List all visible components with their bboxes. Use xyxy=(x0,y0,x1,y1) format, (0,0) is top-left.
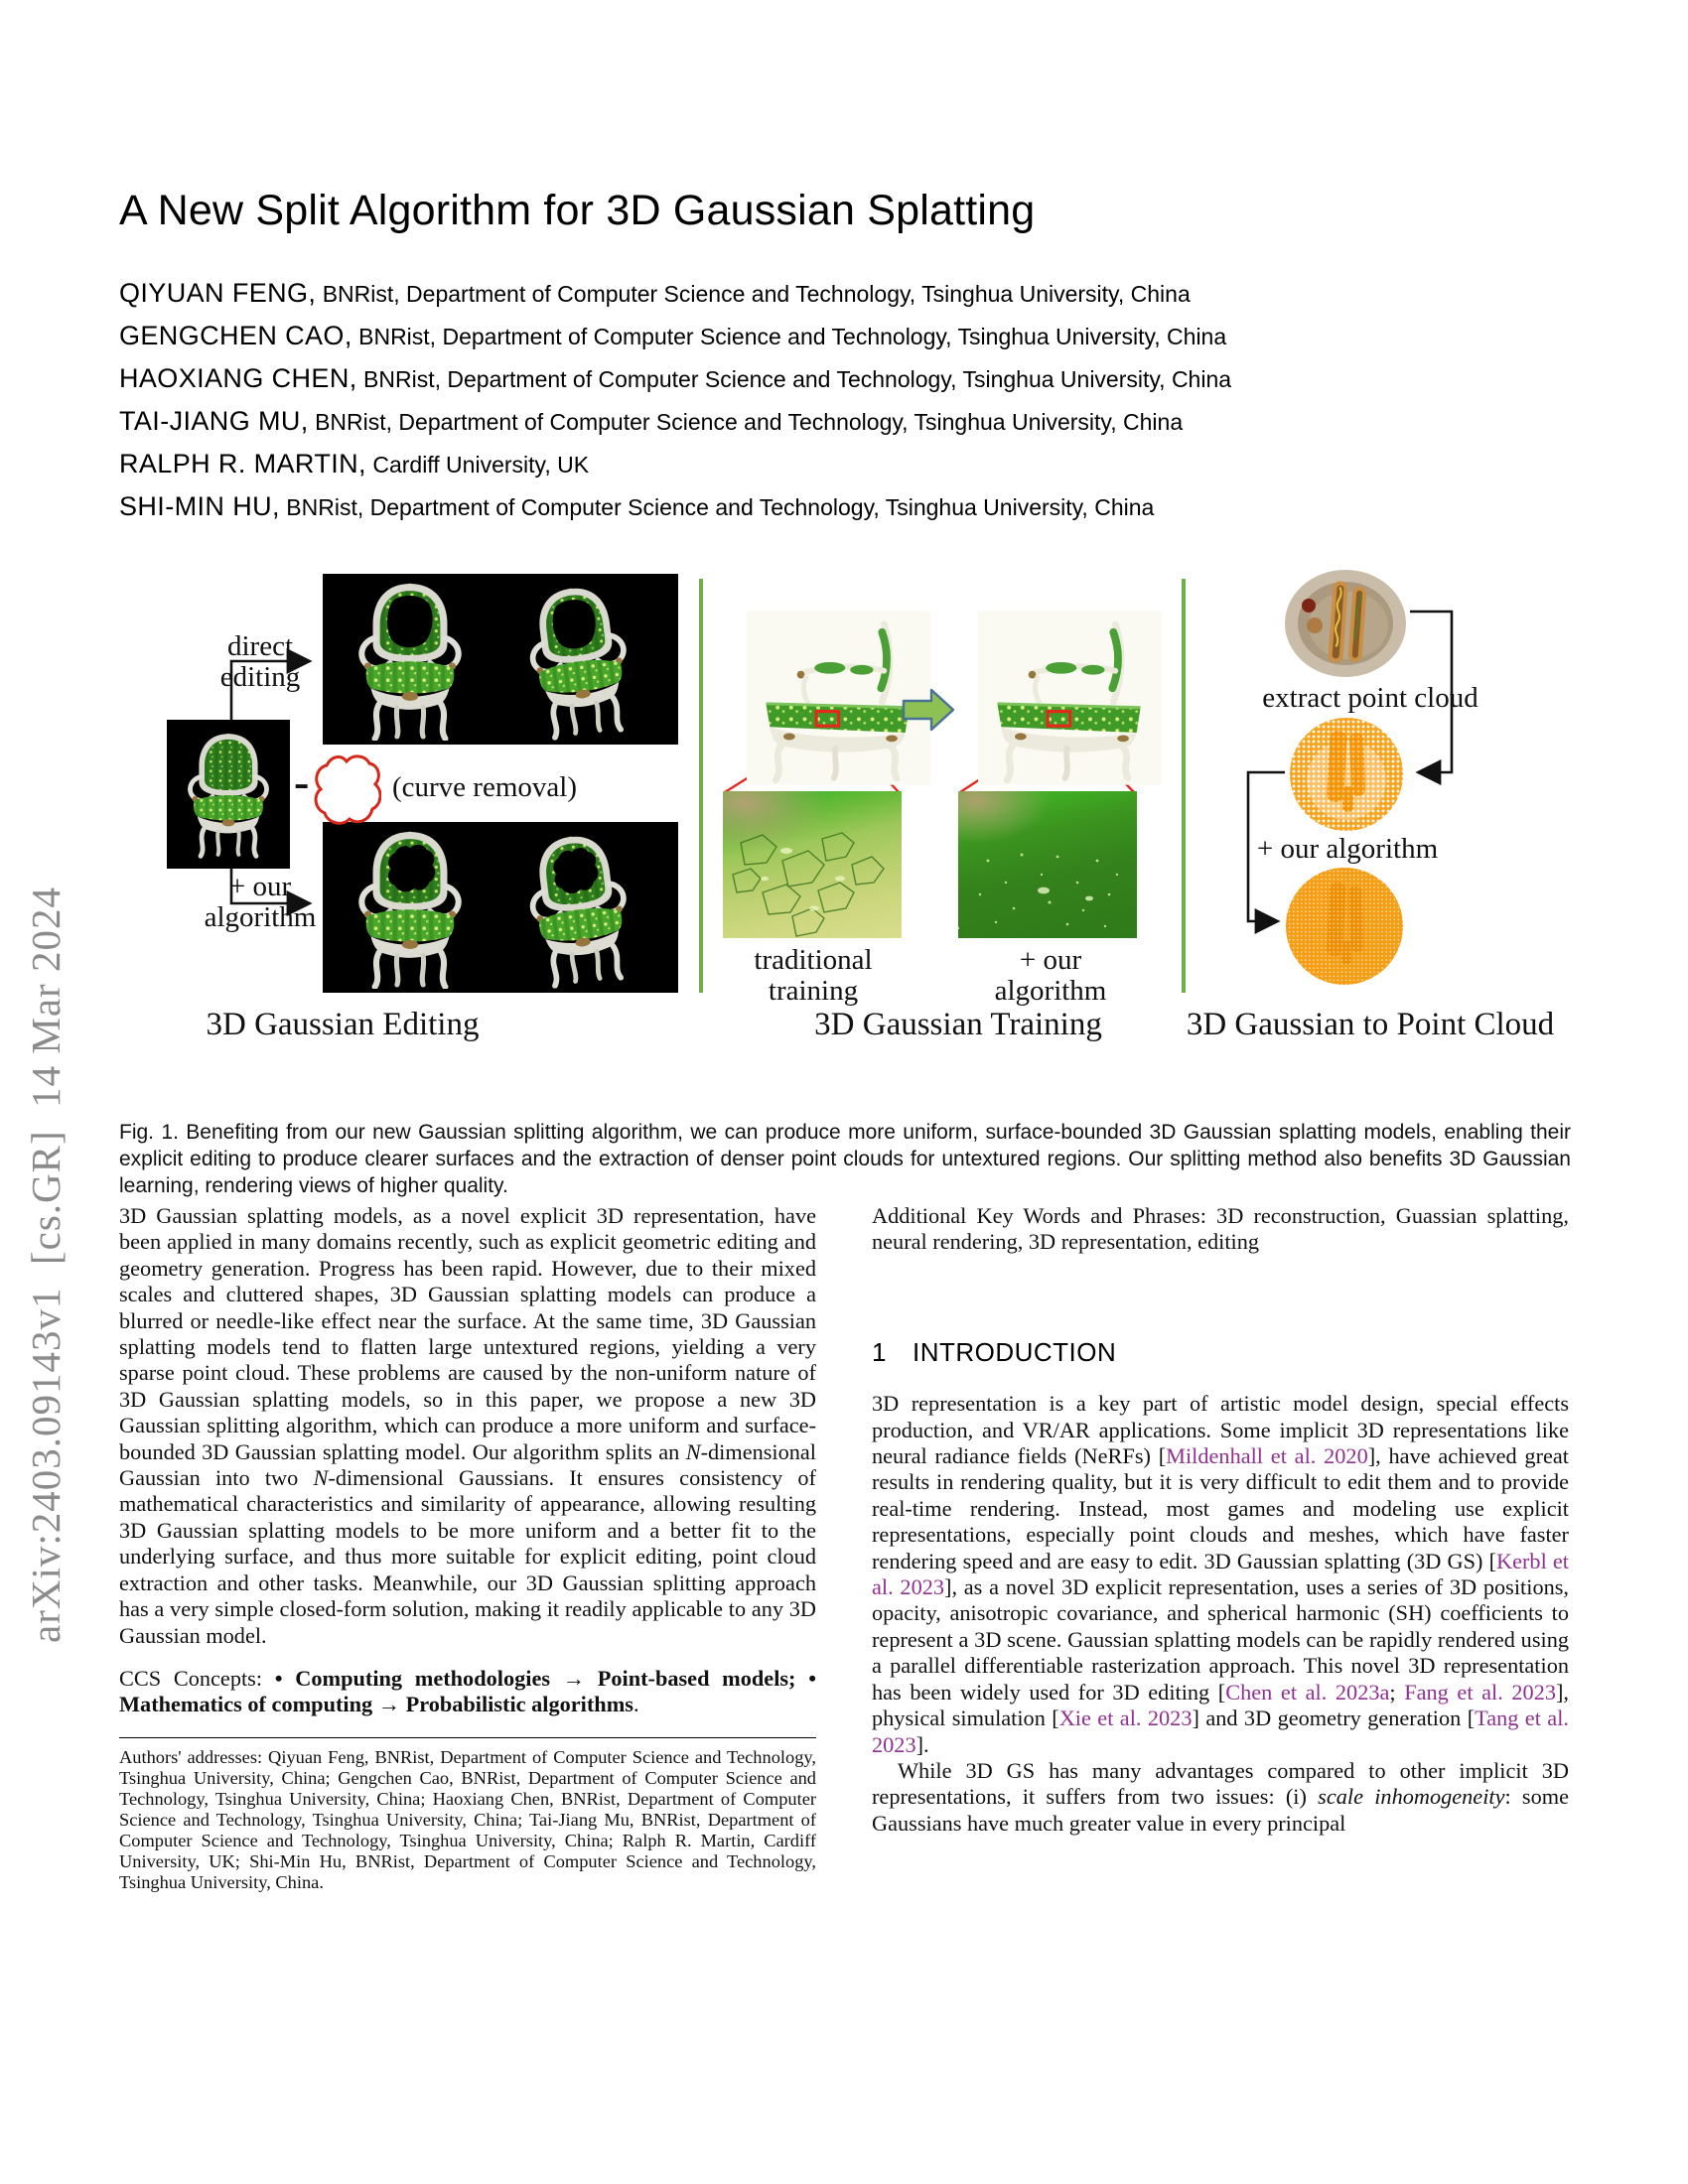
curve-removal-note: (curve removal) xyxy=(392,771,577,803)
chair-side-ours xyxy=(978,610,1162,786)
needle-artifacts-texture xyxy=(723,791,902,938)
minus-operator: - xyxy=(294,756,310,807)
text-segment: While 3D GS has many advantages compared to other implicit 3D representations, it suffers from two issues: (i) xyxy=(872,1757,1569,1810)
author-name: TAI-JIANG MU, xyxy=(119,406,309,436)
author-name: QIYUAN FENG, xyxy=(119,278,317,308)
edited-chairs-panel-direct xyxy=(323,574,678,745)
text-segment: -dimensional Gaussian into two xyxy=(119,1438,816,1491)
text-segment: ], physical simulation [ xyxy=(872,1679,1569,1731)
text-segment: -dimensional Gaussians. It ensures consistency of mathematical characteristics and similarity of appearance, allowing resulting 3D Gaussian splatting models to be more uniform and a better fit to the underlying surface, and thus more suitable for explicit editing, point cloud extraction and other tasks. Meanwhile, our 3D Gaussian splitting approach has a very simple closed-form solution, making it readily applicable to any 3D Gaussian model. xyxy=(119,1465,816,1648)
chair-direct-edit-angled-view xyxy=(508,577,649,744)
author-row xyxy=(119,402,1529,445)
author-row xyxy=(119,274,1529,317)
text-segment: 3D representation is a key part of artistic model design, special effects production, and VR/AR applications. Some implicit 3D representations like neural radiance fields (NeRFs) [ xyxy=(872,1391,1569,1469)
text-segment: ]. xyxy=(915,1731,929,1757)
text-segment: scale inhomogeneity xyxy=(1318,1784,1505,1810)
hotdog-plate-render xyxy=(1283,568,1408,679)
dense-splat-texture xyxy=(958,791,1137,938)
removal-curve-shape xyxy=(312,751,381,834)
training-panel-caption: 3D Gaussian Training xyxy=(814,1007,1102,1042)
right-column xyxy=(872,1203,1569,1837)
text-segment: ], as a novel 3D explicit representation, uses a series of 3D positions, opacity, anisotropic covariance, and spherical harmonic (SH) coefficients to represent a 3D scene. Gaussian splatting models can be rapidly rendered using a parallel differentiable rasterization approach. This novel 3D representation has been widely used for 3D editing [ xyxy=(872,1574,1569,1705)
text-segment: ], have achieved great results in rendering quality, but it is very difficult to edit them and to provide real-time rendering. Instead, most games and modeling use explicit representations, especially point clouds and meshes, which have faster rendering speed and are easy to edit. 3D Gaussian splatting (3D GS) [ xyxy=(872,1443,1569,1573)
direct-editing-label xyxy=(199,631,322,693)
author-name: GENGCHEN CAO, xyxy=(119,321,352,350)
author-name: HAOXIANG CHEN, xyxy=(119,363,357,393)
section-heading-introduction xyxy=(872,1336,1569,1367)
text-segment: CCS Concepts: xyxy=(119,1665,275,1691)
footnote-rule xyxy=(119,1737,816,1738)
training-crop-traditional xyxy=(723,791,902,938)
edited-chairs-panel-ours xyxy=(323,822,678,993)
author-row xyxy=(119,445,1529,487)
text-segment: ; xyxy=(1389,1679,1405,1705)
our-algorithm-label-editing xyxy=(184,872,337,933)
text-segment: ] and 3D geometry generation [ xyxy=(1192,1706,1476,1731)
citation-link[interactable]: Tang et al. 2023 xyxy=(872,1706,1569,1757)
left-column xyxy=(119,1203,816,1893)
author-affiliation: BNRist, Department of Computer Science and Technology, Tsinghua University, China xyxy=(316,281,1191,307)
citation-link[interactable]: Kerbl et al. 2023 xyxy=(872,1548,1569,1600)
arxiv-watermark: arXiv:2403.09143v1 [cs.GR] 14 Mar 2024 xyxy=(23,887,69,1643)
figure-1-caption xyxy=(119,1119,1571,1199)
training-crop-ours xyxy=(958,791,1137,938)
author-block xyxy=(119,274,1529,530)
figure-1-caption-text: Benefiting from our new Gaussian splitting algorithm, we can produce more uniform, surface-bounded 3D Gaussian splatting models, enabling their explicit editing to produce clearer surfaces and the extraction of denser point clouds for untextured regions. Our splitting method also benefits 3D Gaussian learning, rendering views of higher quality. xyxy=(119,1121,1571,1197)
source-chair-image xyxy=(167,720,290,869)
author-affiliation: BNRist, Department of Computer Science and Technology, Tsinghua University, China xyxy=(308,409,1184,435)
editing-panel-caption: 3D Gaussian Editing xyxy=(206,1007,480,1042)
text-segment: : some Gaussians have much greater value in every principal xyxy=(872,1784,1569,1836)
author-row xyxy=(119,487,1529,530)
figure-1-caption-tag: Fig. 1. xyxy=(119,1121,179,1144)
direct-editing-label-line2: editing xyxy=(219,661,301,693)
text-segment: N xyxy=(685,1438,701,1464)
section-number: 1 xyxy=(872,1336,887,1367)
pointcloud-panel-caption: 3D Gaussian to Point Cloud xyxy=(1186,1007,1555,1042)
author-affiliation: BNRist, Department of Computer Science and Technology, Tsinghua University, China xyxy=(352,324,1227,349)
direct-editing-label-line1: direct xyxy=(226,630,293,662)
text-segment: . xyxy=(633,1692,639,1717)
citation-link[interactable]: Chen et al. 2023a xyxy=(1225,1679,1390,1705)
point-cloud-sparse xyxy=(1287,715,1406,834)
author-row xyxy=(119,359,1529,402)
citation-link[interactable]: Fang et al. 2023 xyxy=(1404,1679,1556,1705)
chair-direct-edit-front-view xyxy=(345,580,476,741)
authors-addresses-footnote: Authors' addresses: Qiyuan Feng, BNRist, Department of Computer Science and Technology, Tsinghua University, China; Gengchen Cao, BNRist, Department of Computer Science and Technology, Tsinghua University, China; Haoxiang Chen, BNRist, Department of Computer Science and Technology, Tsinghua University, China; Tai-Jiang Mu, BNRist, Department of Computer Science and Technology, Tsinghua University, China; Ralph R. Martin, Cardiff University, UK; Shi-Min Hu, BNRist, Department of Computer Science and Technology, Tsinghua University, China. xyxy=(119,1746,816,1892)
author-affiliation: BNRist, Department of Computer Science and Technology, Tsinghua University, China xyxy=(356,366,1232,392)
our-algorithm-label-pointcloud: + our algorithm xyxy=(1256,833,1439,865)
text-segment: 3D Gaussian splatting models, as a novel explicit 3D representation, have been applied in many domains recently, such as explicit geometric editing and geometry generation. Progress has been rapid. However, due to their mixed scales and cluttered shapes, 3D Gaussian splatting models can produce a blurred or needle-like effect near the surface. At the same time, 3D Gaussian splatting models tend to flatten large untextured regions, yielding a very sparse point cloud. These problems are caused by the non-uniform nature of 3D Gaussian splatting models, so in this paper, we propose a new 3D Gaussian splitting algorithm, which can produce a more uniform and surface-bounded 3D Gaussian splatting model. Our algorithm splits an xyxy=(119,1203,816,1464)
author-affiliation: Cardiff University, UK xyxy=(365,452,590,478)
extract-point-cloud-label: extract point cloud xyxy=(1262,682,1478,714)
introduction-paragraph-1 xyxy=(872,1391,1569,1758)
text-segment: • Computing methodologies → Point-based models; • Mathematics of computing → Probabilistic algorithms xyxy=(119,1665,816,1717)
chair-source-front-view xyxy=(177,726,280,863)
citation-link[interactable]: Mildenhall et al. 2020 xyxy=(1166,1443,1368,1469)
traditional-training-label: traditional training xyxy=(754,944,873,1007)
transform-arrow-icon xyxy=(902,685,955,735)
abstract-paragraph xyxy=(119,1203,816,1649)
chair-our-algorithm-front-view xyxy=(345,828,476,989)
author-row xyxy=(119,317,1529,359)
author-name: RALPH R. MARTIN, xyxy=(119,449,366,478)
chair-our-algorithm-angled-view xyxy=(508,825,649,992)
point-cloud-dense xyxy=(1284,866,1405,987)
citation-link[interactable]: Xie et al. 2023 xyxy=(1058,1706,1193,1731)
our-algorithm-label-training: + our algorithm xyxy=(994,944,1107,1007)
text-segment: N xyxy=(313,1465,329,1491)
page-title: A New Split Algorithm for 3D Gaussian Splatting xyxy=(119,187,1036,234)
ccs-concepts xyxy=(119,1666,816,1718)
introduction-paragraph-2 xyxy=(872,1758,1569,1837)
keywords-paragraph: Additional Key Words and Phrases: 3D reconstruction, Guassian splatting, neural rendering, 3D representation, editing xyxy=(872,1203,1569,1255)
author-affiliation: BNRist, Department of Computer Science and Technology, Tsinghua University, China xyxy=(279,494,1155,520)
section-title: INTRODUCTION xyxy=(912,1336,1117,1367)
our-algorithm-label-line1: + our xyxy=(228,871,292,902)
our-algorithm-label-line2: algorithm xyxy=(204,901,317,933)
author-name: SHI-MIN HU, xyxy=(119,491,280,521)
